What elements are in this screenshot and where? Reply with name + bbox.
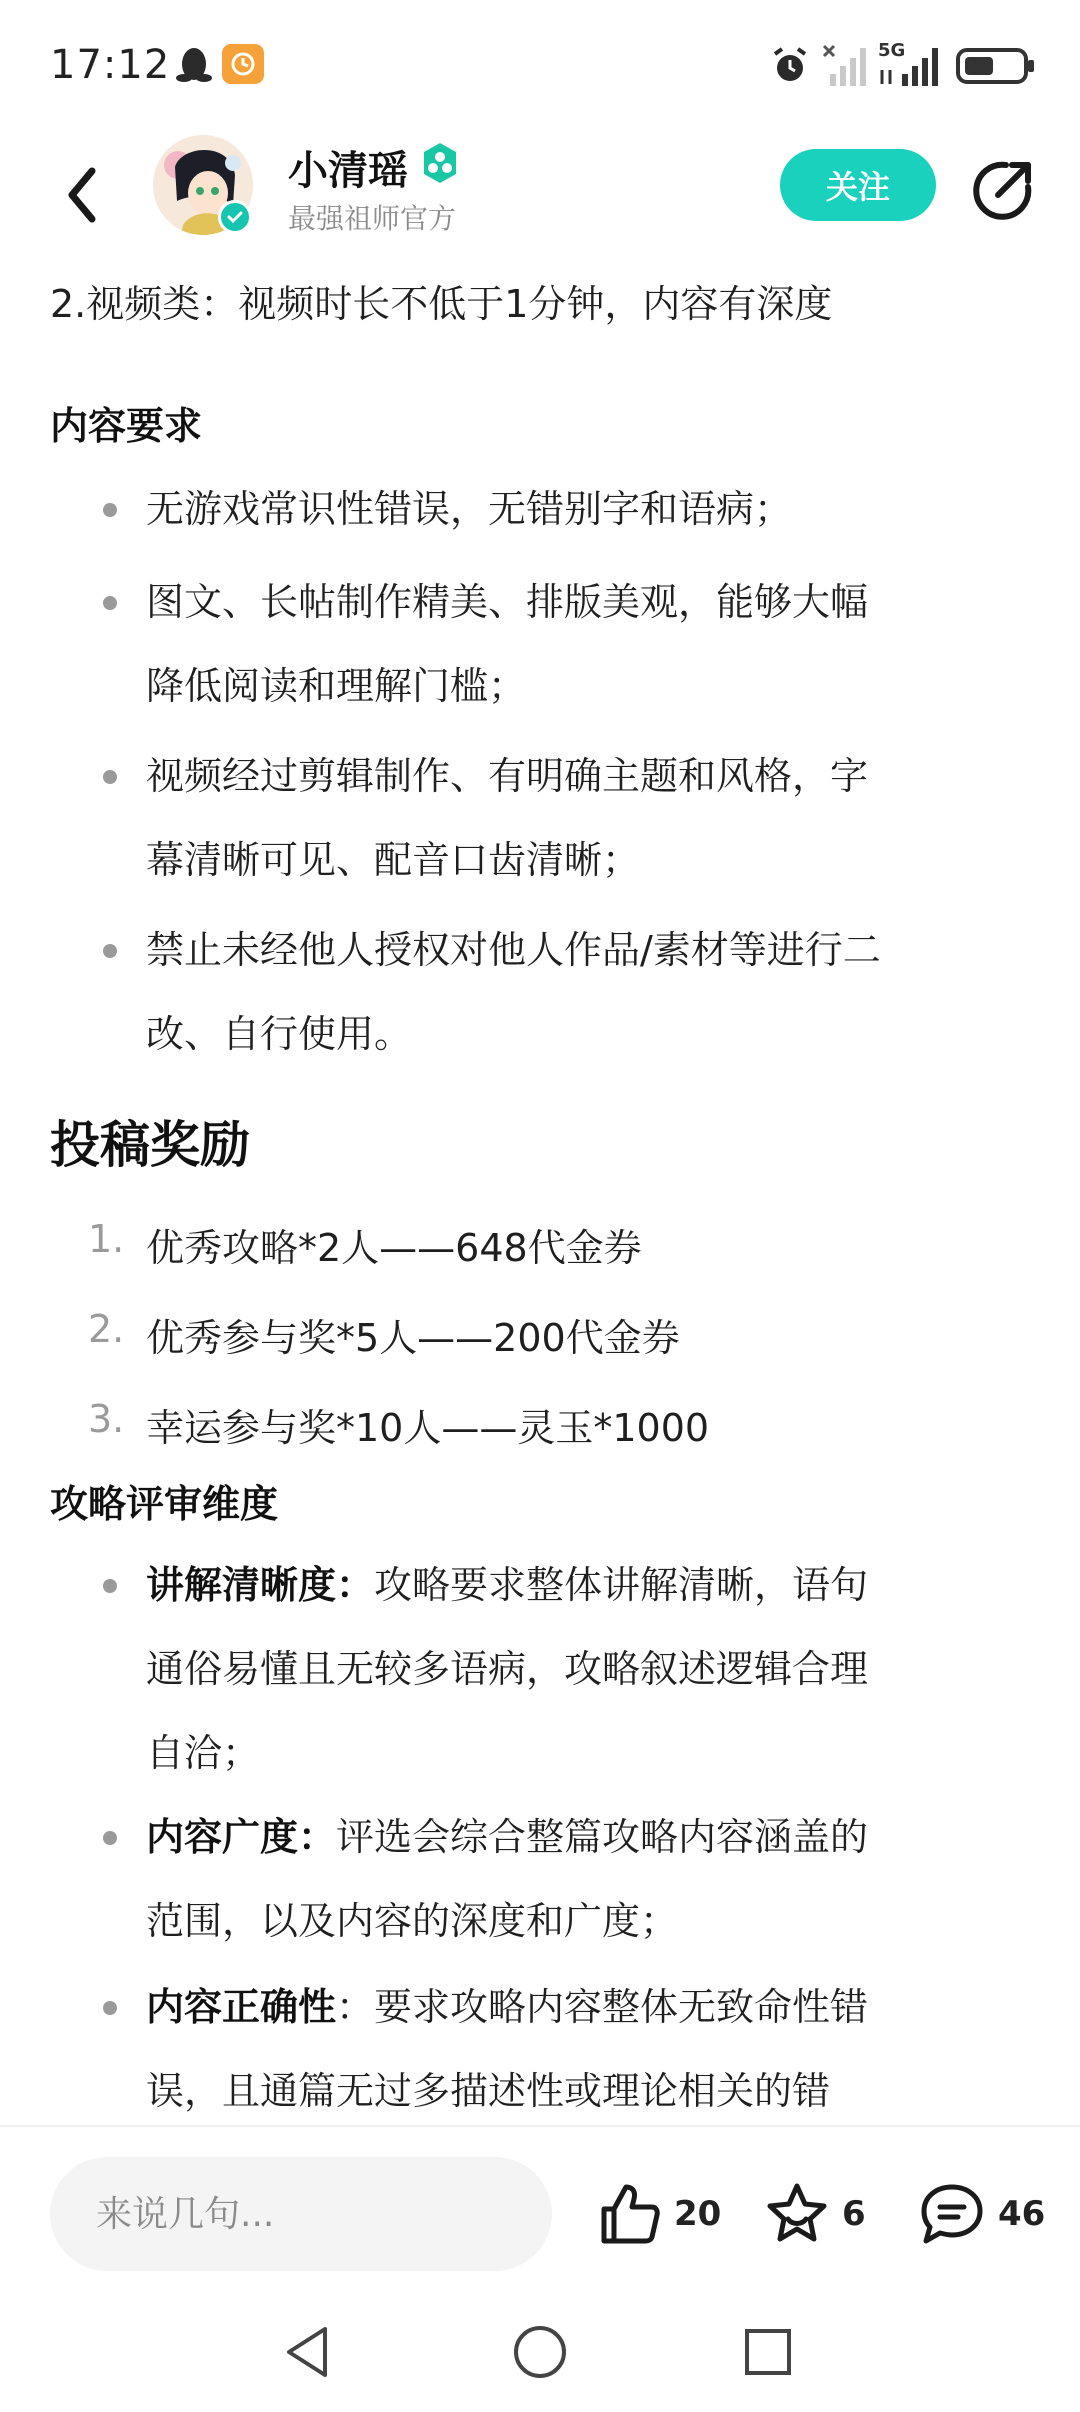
favorite-count: 6 [842, 2194, 866, 2234]
list-item-text-line2: 幕清晰可见、配音口齿清晰； [146, 838, 641, 882]
criterion-text: ：要求攻略内容整体无致命性错 [336, 1985, 869, 2029]
bullet-dot [103, 503, 117, 517]
bullet-dot [103, 770, 117, 784]
author-subtitle: 最强祖师官方 [288, 202, 457, 235]
system-nav-bar [0, 2300, 1080, 2412]
criterion-text: 评选会综合整篇攻略内容涵盖的 [336, 1815, 869, 1859]
bullet-dot [103, 944, 117, 958]
list-item-text: 无游戏常识性错误，无错别字和语病； [146, 487, 793, 531]
item-number: 1. [88, 1217, 125, 1261]
comment-button[interactable] [918, 2179, 1045, 2249]
battery-icon [956, 48, 1036, 84]
item-text: 优秀攻略*2人——648代金券 [146, 1226, 642, 1270]
status-time: 17:12 [50, 42, 171, 88]
criterion-label: 讲解清晰度： [146, 1563, 375, 1607]
item-text: 优秀参与奖*5人——200代金券 [146, 1316, 680, 1360]
favorite-button[interactable] [764, 2179, 866, 2249]
criterion-text-line2: 通俗易懂且无较多语病，攻略叙述逻辑合理 [146, 1647, 869, 1691]
star-icon [764, 2181, 830, 2247]
section-title-content-requirements: 内容要求 [50, 404, 203, 448]
item-number: 2. [88, 1307, 125, 1351]
share-icon [968, 155, 1038, 225]
alarm-icon [770, 46, 810, 86]
criterion-label: 内容广度： [146, 1815, 337, 1859]
section-title-review-criteria: 攻略评审维度 [50, 1482, 279, 1526]
action-bar [0, 2125, 1080, 2300]
chevron-left-icon [62, 165, 102, 225]
status-bar [0, 0, 1080, 135]
bullet-dot [103, 1831, 117, 1845]
back-button[interactable] [52, 160, 112, 230]
nav-home-button[interactable] [508, 2320, 572, 2384]
criterion-text: 攻略要求整体讲解清晰，语句 [374, 1563, 869, 1607]
section-title-rewards: 投稿奖励 [50, 1116, 250, 1174]
list-item-text-line2: 改、自行使用。 [146, 1012, 413, 1056]
verified-badge-icon [218, 200, 252, 234]
item-number: 3. [88, 1397, 125, 1441]
official-badge-icon [418, 141, 462, 185]
list-item-text-line1: 图文、长帖制作精美、排版美观，能够大幅 [146, 580, 869, 624]
comment-icon [918, 2181, 986, 2247]
triangle-back-icon [283, 2325, 333, 2379]
list-item-text-line2: 降低阅读和理解门槛； [146, 664, 527, 708]
bullet-dot [103, 1579, 117, 1593]
qq-icon [174, 42, 214, 86]
criterion-text-line2: 误，且通篇无过多描述性或理论相关的错 [146, 2069, 831, 2113]
nav-back-button[interactable] [276, 2320, 340, 2384]
comment-input[interactable] [50, 2157, 552, 2271]
video-category-line: 2.视频类：视频时长不低于1分钟，内容有深度 [50, 282, 833, 326]
post-content [0, 255, 1080, 2125]
notification-app-icon [222, 44, 264, 84]
bullet-dot [103, 596, 117, 610]
nav-recents-button[interactable] [736, 2320, 800, 2384]
author-name[interactable]: 小清瑶 [288, 148, 408, 194]
comment-count: 46 [998, 2194, 1046, 2234]
square-recents-icon [743, 2327, 793, 2377]
like-count: 20 [674, 2194, 722, 2234]
like-button[interactable] [596, 2179, 721, 2249]
circle-home-icon [512, 2324, 568, 2380]
list-item-text-line1: 视频经过剪辑制作、有明确主题和风格，字 [146, 754, 869, 798]
share-button[interactable] [968, 155, 1038, 225]
thumbs-up-icon [596, 2181, 662, 2247]
post-header [0, 135, 1080, 255]
signal-off-icon [822, 44, 868, 88]
follow-button[interactable]: 关注 [780, 149, 936, 221]
list-item-text-line1: 禁止未经他人授权对他人作品/素材等进行二 [146, 928, 881, 972]
criterion-text-line3: 自洽； [146, 1731, 261, 1775]
criterion-text-line2: 范围，以及内容的深度和广度； [146, 1899, 679, 1943]
item-text: 幸运参与奖*10人——灵玉*1000 [146, 1406, 710, 1450]
bullet-dot [103, 2001, 117, 2015]
criterion-label: 内容正确性 [146, 1985, 337, 2029]
network-label: 5G [878, 40, 906, 61]
signal-5g-icon [878, 40, 944, 88]
